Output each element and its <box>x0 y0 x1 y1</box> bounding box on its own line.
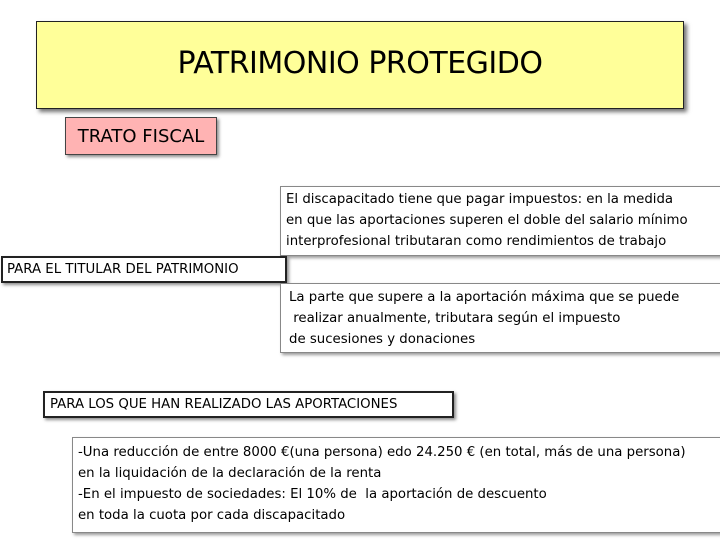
note-line: realizar anualmente, tributara según el impuesto <box>289 311 621 326</box>
note-line: La parte que supere a la aportación máxima que se puede <box>289 290 680 305</box>
note-line: en la liquidación de la declaración de la renta <box>78 466 382 481</box>
slide-title: PATRIMONIO PROTEGIDO <box>177 45 543 81</box>
note-line: El discapacitado tiene que pagar impuestos: en la medida <box>286 192 674 207</box>
note-line: en toda la cuota por cada discapacitado <box>78 508 346 523</box>
note-line: en que las aportaciones superen el doble del salario mínimo <box>286 213 688 228</box>
titular-succession-note <box>280 283 720 353</box>
note-line: -Una reducción de entre 8000 €(una persona) edo 24.250 € (en total, más de una persona) <box>78 445 686 460</box>
note-line: de sucesiones y donaciones <box>289 332 476 347</box>
title-box <box>36 21 684 109</box>
subtitle-box <box>65 117 217 155</box>
note-line: -En el impuesto de sociedades: El 10% de la aportación de descuento <box>78 487 547 502</box>
titular-label: PARA EL TITULAR DEL PATRIMONIO <box>7 262 239 277</box>
contributors-label: PARA LOS QUE HAN REALIZADO LAS APORTACIONES <box>50 397 398 412</box>
titular-label-box <box>1 256 287 283</box>
contributors-label-box <box>43 391 454 418</box>
note-line: interprofesional tributaran como rendimientos de trabajo <box>286 234 667 249</box>
titular-tax-note <box>280 186 720 256</box>
subtitle-label: TRATO FISCAL <box>77 125 205 147</box>
contributors-deduction-note <box>72 437 720 533</box>
